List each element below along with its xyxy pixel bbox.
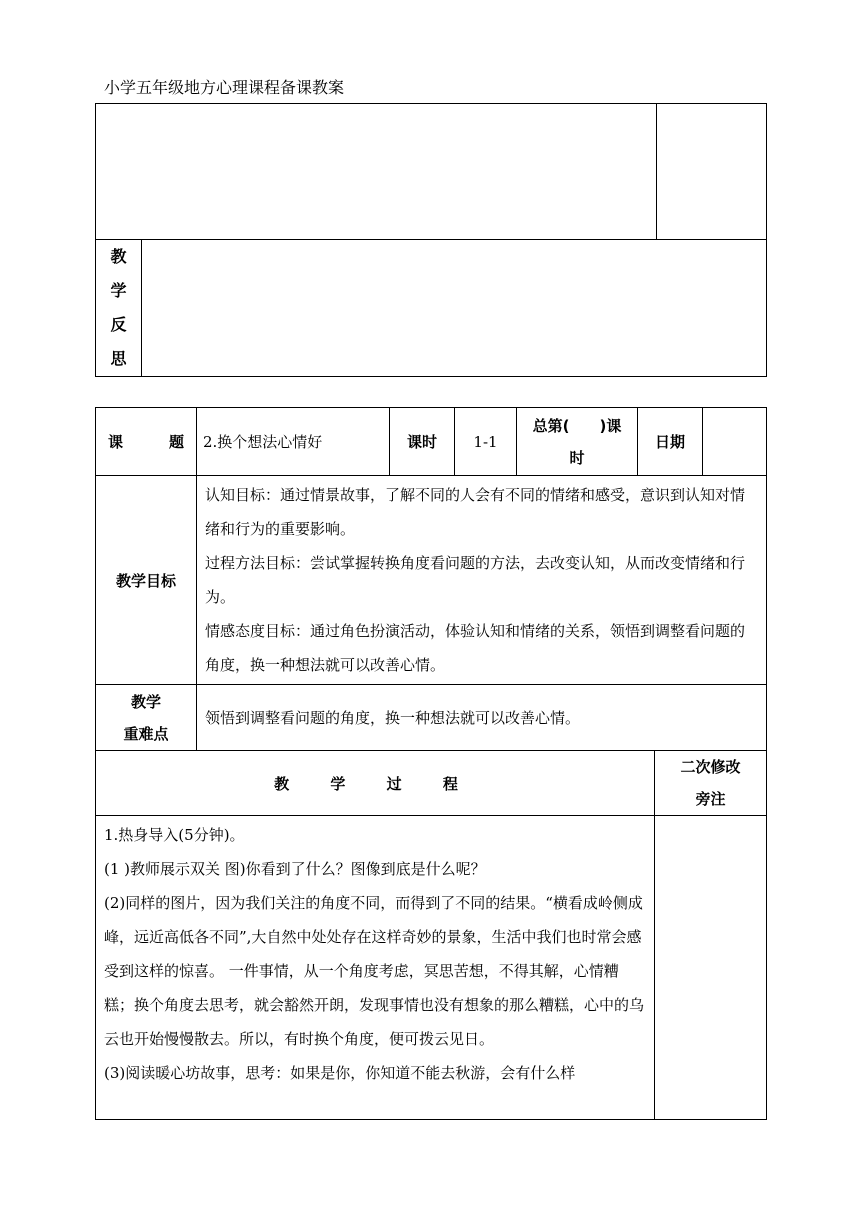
objectives-label: 教学目标: [96, 476, 197, 685]
period-label: 课时: [390, 408, 455, 476]
objective-emotion: 情感态度目标：通过角色扮演活动，体验认知和情绪的关系，领悟到调整看问题的角度，换一种想法就可以改善心情。: [205, 622, 746, 674]
process-step-2: (2)同样的图片，因为我们关注的角度不同，而得到了不同的结果。“横看成岭侧成峰，远近高低各不同”,大自然中处处存在这样奇妙的景象，生活中我们也时常会感受到这样的惊喜。 一件事情，从一个角度考虑，冥思苦想，不得其解，心情糟糕；换个角度去思考，就会豁然开朗，发现事情也没有想象的那么糟糕，心中的乌云也开始慢慢散去。所以，有时换个角度，便可拨云见日。: [104, 894, 645, 1048]
difficulty-label: 教学 重难点: [96, 685, 197, 751]
objective-cognitive: 认知目标：通过情景故事，了解不同的人会有不同的情绪和感受，意识到认知对情绪和行为的重要影响。: [205, 486, 746, 538]
date-label: 日期: [638, 408, 703, 476]
process-step-1: (1 )教师展示双关 图)你看到了什么？图像到底是什么呢？: [104, 860, 486, 878]
lesson-plan-table: [95, 407, 767, 1120]
total-period-label: 总第( )课 时: [517, 408, 638, 476]
document-title: 小学五年级地方心理课程备课教案: [104, 78, 345, 97]
process-step-3: (3)阅读暖心坊故事，思考：如果是你，你知道不能去秋游，会有什么样: [104, 1064, 576, 1082]
previous-notes-cell: [657, 104, 767, 240]
reflection-content-cell[interactable]: [142, 240, 767, 377]
reflection-label: 教 学 反 思: [96, 240, 142, 377]
topic-label: 课 题: [96, 408, 197, 476]
period-value: 1-1: [455, 408, 517, 476]
revision-notes-cell[interactable]: [655, 816, 767, 1120]
process-content: [96, 816, 655, 1120]
date-value[interactable]: [703, 408, 767, 476]
difficulty-value: 领悟到调整看问题的角度，换一种想法就可以改善心情。: [197, 685, 767, 751]
reflection-table: [95, 103, 767, 377]
previous-content-cell: [96, 104, 657, 240]
process-label: 教 学 过 程: [96, 751, 655, 816]
process-step-warmup: 1.热身导入(5分钟)。: [104, 826, 245, 844]
revision-notes-label: 二次修改 旁注: [655, 751, 767, 816]
topic-value: 2.换个想法心情好: [197, 408, 390, 476]
objectives-content: [197, 476, 767, 685]
objective-process: 过程方法目标：尝试掌握转换角度看问题的方法，去改变认知，从而改变情绪和行为。: [205, 554, 746, 606]
